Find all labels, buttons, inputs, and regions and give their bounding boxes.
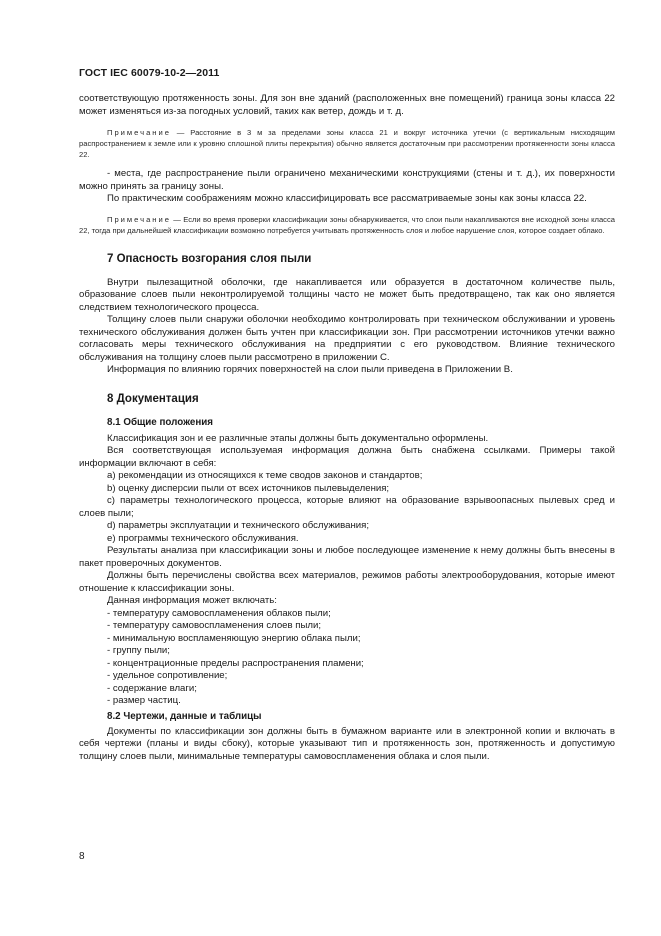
section-8-paragraph-2: Вся соответствующая используемая информация должна быть снабжена ссылками. Примеры такой информации включают в себя: bbox=[79, 445, 615, 469]
dash-item: - содержание влаги; bbox=[107, 682, 197, 694]
paragraph-zone-extent: соответствующую протяженность зоны. Для зон вне зданий (расположенных вне помещений) граница зоны класса 22 может изменяться из-за погодных условий, таких как ветер, дождь и т. д. bbox=[79, 93, 615, 117]
section-8-paragraph-5: Данная информация может включать: bbox=[107, 595, 277, 606]
dash-item: - минимальную воспламеняющую энергию облака пыли; bbox=[107, 632, 361, 644]
note-text: — Расстояние в 3 м за пределами зоны класса 21 и вокруг источника утечки (с вертикальным нисходящим распространением к земле или к уровню сплошной плиты перекрытия) обычно является достаточным при рассмотрении протяженности зоны класса 22. bbox=[79, 128, 615, 159]
subsection-8-1-title: 8.1 Общие положения bbox=[107, 416, 214, 428]
section-7-paragraph-1: Внутри пылезащитной оболочки, где накапливается или образуется в достаточном количестве пыль, образование слоев пыли неконтролируемой толщины часто не может быть предотвращено, так как оно является следствием технологического процесса. bbox=[79, 276, 615, 313]
section-7-title: 7 Опасность возгорания слоя пыли bbox=[107, 252, 312, 265]
list-item: e) программы технического обслуживания. bbox=[107, 532, 299, 544]
section-8-paragraph-4: Должны быть перечислены свойства всех материалов, режимов работы электрооборудования, которые имеют отношение к классификации зоны. bbox=[79, 570, 615, 594]
dash-item: - температуру самовоспламенения облаков пыли; bbox=[107, 607, 331, 619]
page-body bbox=[79, 93, 615, 763]
section-8-2-paragraph: Документы по классификации зон должны быть в бумажном варианте или в электронной копии и включать в себя чертежи (планы и виды сбоку), которые указывают тип и протяженность зон, протяженность и допустимую толщину слоев пыли, минимальные температуры самовоспламенения облака и слоя пыли. bbox=[79, 725, 615, 762]
list-item: a) рекомендации из относящихся к теме сводов законов и стандартов; bbox=[107, 470, 423, 481]
section-8-paragraph-1: Классификация зон и ее различные этапы должны быть документально оформлены. bbox=[107, 432, 489, 444]
section-8-title: 8 Документация bbox=[107, 392, 199, 405]
list-item: d) параметры эксплуатации и технического обслуживания; bbox=[107, 520, 369, 531]
standard-header: ГОСТ IEC 60079-10-2—2011 bbox=[79, 67, 220, 79]
dash-item: - удельное сопротивление; bbox=[107, 670, 228, 681]
dash-item: - температуру самовоспламенения слоев пыли; bbox=[107, 620, 321, 631]
note-1 bbox=[79, 127, 615, 160]
note-2 bbox=[79, 214, 615, 236]
paragraph-practical: По практическим соображениям можно классифицировать все рассматриваемые зоны как зоны класса 22. bbox=[107, 193, 587, 204]
list-item: c) параметры технологического процесса, которые влияют на образование взрывоопасных пылевых сред и слоев пыли; bbox=[79, 495, 615, 519]
list-item: b) оценку дисперсии пыли от всех источников пылевыделения; bbox=[107, 482, 390, 494]
subsection-8-2-title: 8.2 Чертежи, данные и таблицы bbox=[107, 710, 262, 722]
section-7-paragraph-3: Информация по влиянию горячих поверхностей на слои пыли приведена в Приложении В. bbox=[107, 364, 513, 375]
note-label: Примечание bbox=[107, 128, 171, 137]
dash-item: - размер частиц. bbox=[107, 695, 181, 706]
note-text: — Если во время проверки классификации зоны обнаруживается, что слои пыли накапливаются вне исходной зоны класса 22, тогда при дальнейшей классификации возможно потребуется учитывать протяженность слоя и любое нарушение слоя, которое создает облако. bbox=[79, 214, 615, 235]
dash-item: - группу пыли; bbox=[107, 645, 170, 656]
paragraph-mechanical-limits: - места, где распространение пыли ограничено механическими конструкциями (стены и т. д.), их поверхности можно принять за границу зоны. bbox=[79, 168, 615, 192]
section-8-paragraph-3: Результаты анализа при классификации зоны и любое последующее изменение к нему должны быть внесены в пакет проверочных документов. bbox=[79, 545, 615, 569]
section-7-paragraph-2: Толщину слоев пыли снаружи оболочки необходимо контролировать при техническом обслуживании и уровень технического обслуживания должен быть учтен при классификации зон. При рассмотрении источников утечки важно согласовать меры технического обслуживания на предприятии с его руководством. Влияние технического обслуживания на толщину слоев пыли рассмотрено в приложении С. bbox=[79, 314, 615, 363]
dash-item: - концентрационные пределы распространения пламени; bbox=[107, 657, 364, 669]
note-label: Примечание bbox=[107, 214, 171, 224]
page-number: 8 bbox=[79, 851, 85, 862]
